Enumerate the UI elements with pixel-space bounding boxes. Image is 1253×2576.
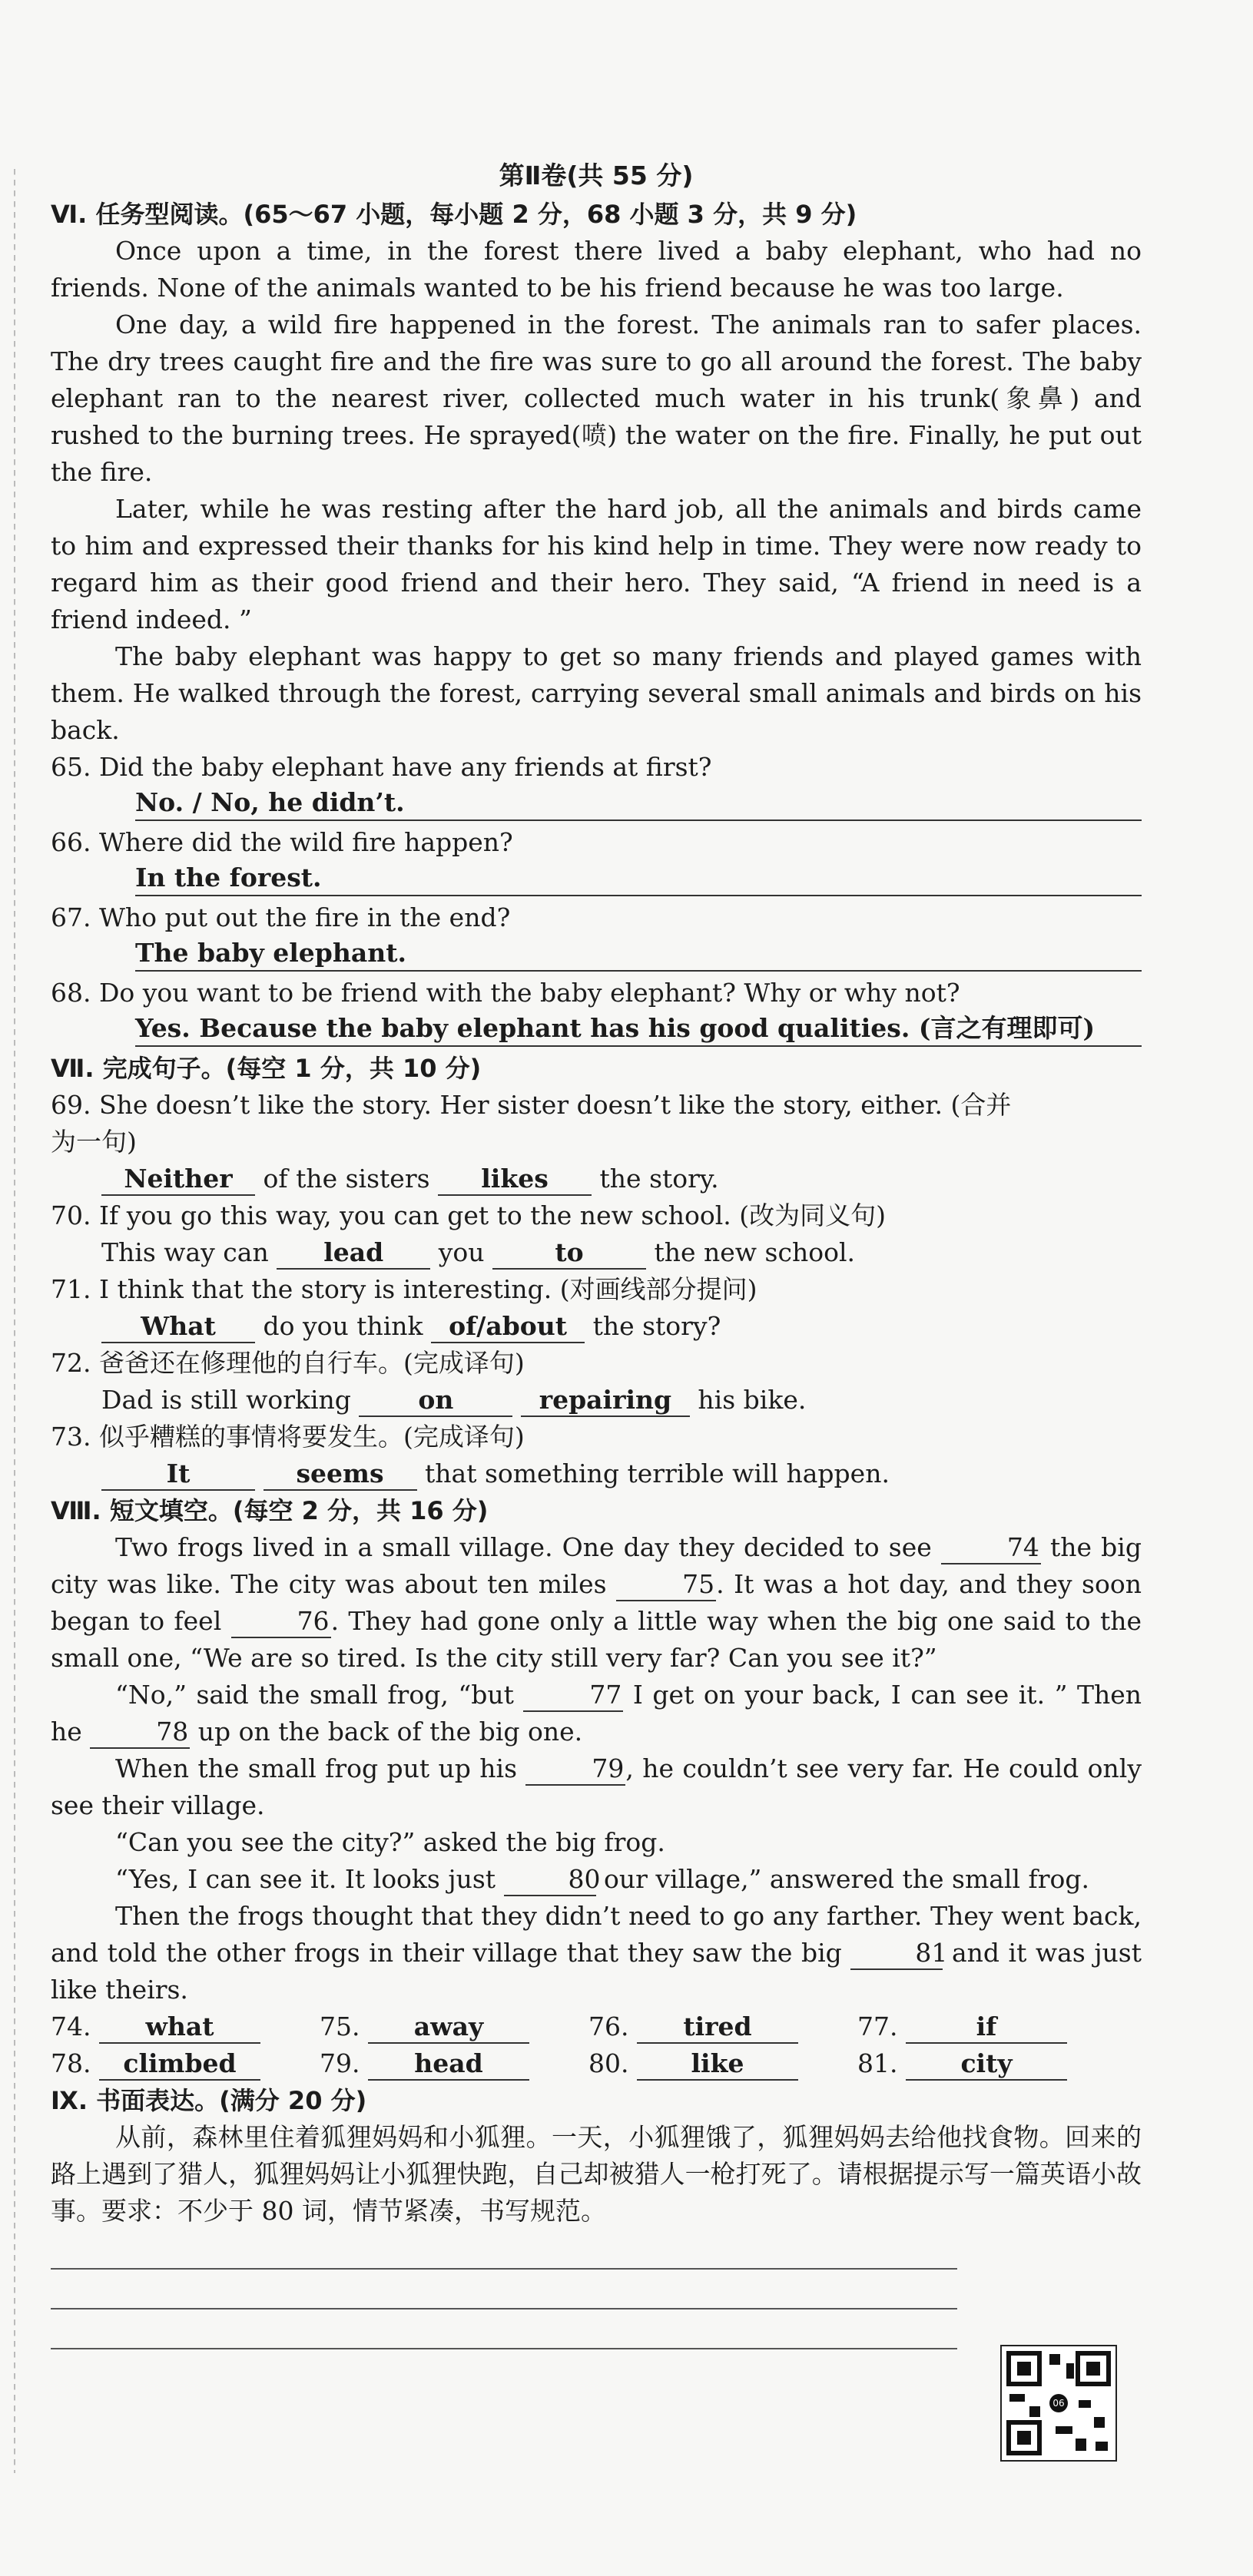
blank-70-1[interactable]: lead bbox=[277, 1237, 430, 1270]
qr-code-icon bbox=[1000, 2345, 1117, 2462]
writing-line[interactable] bbox=[51, 2308, 957, 2309]
text: I get on your back, I can see it. ” Then he bbox=[51, 1680, 1142, 1747]
text: do you think bbox=[263, 1311, 423, 1341]
blank-72-2[interactable]: repairing bbox=[521, 1385, 690, 1417]
blank-78[interactable]: 78 bbox=[90, 1717, 190, 1749]
text: of the sisters bbox=[263, 1164, 430, 1194]
blank-70-2[interactable]: to bbox=[492, 1237, 646, 1270]
question-70: 70. If you go this way, you can get to the new school. (改为同义句) bbox=[51, 1200, 887, 1230]
text: the big city was like. The city was about ten miles bbox=[51, 1532, 1142, 1599]
question-67: 67. Who put out the fire in the end? bbox=[51, 902, 511, 932]
writing-line[interactable] bbox=[51, 2268, 957, 2270]
answer-65[interactable]: No. / No, he didn’t. bbox=[135, 786, 1142, 821]
answer-cell bbox=[320, 2008, 588, 2045]
question-68: 68. Do you want to be friend with the baby elephant? Why or why not? bbox=[51, 978, 960, 1008]
answer-79[interactable]: head bbox=[368, 2048, 529, 2081]
blank-80[interactable]: 80 bbox=[504, 1864, 596, 1896]
text: our village,” answered the small frog. bbox=[604, 1864, 1089, 1894]
blank-73-1[interactable]: It bbox=[101, 1459, 255, 1491]
blank-79[interactable]: 79 bbox=[525, 1753, 625, 1786]
blank-73-2[interactable]: seems bbox=[264, 1459, 417, 1491]
question-73: 73. 似乎糟糕的事情将要发生。(完成译句) bbox=[51, 1422, 525, 1452]
blank-71-1[interactable]: What bbox=[101, 1311, 255, 1343]
answer-72-line bbox=[51, 1382, 1142, 1419]
answer-number: 74. bbox=[51, 2011, 91, 2041]
answer-cell bbox=[51, 2045, 320, 2082]
text: the new school. bbox=[654, 1237, 855, 1267]
text: . It was a hot day, and they soon began to feel bbox=[51, 1569, 1142, 1636]
blank-69-2[interactable]: likes bbox=[438, 1164, 592, 1196]
blank-71-2[interactable]: of/about bbox=[431, 1311, 585, 1343]
section-7-heading: Ⅶ. 完成句子。(每空 1 分，共 10 分) bbox=[51, 1054, 482, 1083]
writing-prompt: 从前，森林里住着狐狸妈妈和小狐狸。一天，小狐狸饿了，狐狸妈妈去给他找食物。回来的路上遇到了猎人，狐狸妈妈让小狐狸快跑，自己却被猎人一枪打死了。请根据提示写一篇英语小故事。要求：不少于 80 词，情节紧凑，书写规范。 bbox=[51, 2122, 1142, 2226]
writing-line[interactable] bbox=[51, 2348, 957, 2349]
text: and it was just like theirs. bbox=[51, 1938, 1142, 2005]
answer-number: 77. bbox=[857, 2011, 898, 2041]
blank-74[interactable]: 74 bbox=[941, 1532, 1041, 1564]
blank-81[interactable]: 81 bbox=[850, 1938, 943, 1970]
passage-paragraph: Once upon a time, in the forest there lived a baby elephant, who had no friends. None of the animals wanted to be his friend because he was too large. bbox=[51, 236, 1142, 303]
answer-75[interactable]: away bbox=[368, 2011, 529, 2044]
section-8-heading: Ⅷ. 短文填空。(每空 2 分，共 16 分) bbox=[51, 1496, 489, 1525]
answer-73-line bbox=[51, 1455, 1142, 1492]
text: “No,” said the small frog, “but bbox=[115, 1680, 514, 1710]
text: the story? bbox=[592, 1311, 721, 1341]
answer-cell bbox=[51, 2008, 320, 2045]
answer-grid bbox=[51, 2008, 1142, 2082]
question-71: 71. I think that the story is interesting. (对画线部分提问) bbox=[51, 1274, 757, 1304]
section-9-heading: Ⅸ. 书面表达。(满分 20 分) bbox=[51, 2086, 367, 2115]
passage-paragraph bbox=[51, 1861, 1142, 1898]
answer-81[interactable]: city bbox=[906, 2048, 1067, 2081]
passage-paragraph bbox=[51, 1750, 1142, 1824]
answer-number: 79. bbox=[320, 2048, 360, 2078]
passage-paragraph bbox=[51, 1529, 1142, 1677]
answer-cell bbox=[857, 2008, 1126, 2045]
answer-cell bbox=[857, 2045, 1126, 2082]
answer-78[interactable]: climbed bbox=[99, 2048, 260, 2081]
answer-70-line bbox=[51, 1234, 1142, 1271]
qr-label: 06 bbox=[1049, 2394, 1068, 2412]
answer-cell bbox=[320, 2045, 588, 2082]
passage-paragraph: One day, a wild fire happened in the forest. The animals ran to safer places. The dry trees caught fire and the fire was sure to go all around the forest. The baby elephant ran to the nearest river, collected much water in his trunk(象鼻) and rushed to the burning trees. He sprayed(喷) the water on the fire. Finally, he put out the fire. bbox=[51, 310, 1142, 487]
answer-69-line bbox=[51, 1161, 1142, 1197]
answer-80[interactable]: like bbox=[637, 2048, 798, 2081]
question-72: 72. 爸爸还在修理他的自行车。(完成译句) bbox=[51, 1348, 525, 1378]
answer-71-line bbox=[51, 1308, 1142, 1345]
answer-66[interactable]: In the forest. bbox=[135, 861, 1142, 896]
blank-72-1[interactable]: on bbox=[359, 1385, 512, 1417]
answer-67[interactable]: The baby elephant. bbox=[135, 936, 1142, 972]
blank-69-1[interactable]: Neither bbox=[101, 1164, 255, 1196]
passage-paragraph: “Can you see the city?” asked the big frog. bbox=[115, 1827, 665, 1857]
worksheet-content bbox=[51, 157, 1142, 2349]
answer-77[interactable]: if bbox=[906, 2011, 1067, 2044]
passage-paragraph: The baby elephant was happy to get so many friends and played games with them. He walked through the forest, carrying several small animals and birds on his back. bbox=[51, 641, 1142, 745]
passage-paragraph bbox=[51, 1898, 1142, 2008]
question-69: 69. She doesn’t like the story. Her sister doesn’t like the story, either. (合并 bbox=[51, 1090, 1012, 1120]
answer-number: 78. bbox=[51, 2048, 91, 2078]
text: , he couldn’t see very far. He could only see their village. bbox=[51, 1753, 1142, 1820]
answer-76[interactable]: tired bbox=[637, 2011, 798, 2044]
answer-number: 76. bbox=[588, 2011, 629, 2041]
answer-cell bbox=[588, 2008, 857, 2045]
passage-paragraph: Later, while he was resting after the hard job, all the animals and birds came to him and expressed their thanks for his kind help in time. They were now ready to regard him as their good friend and their hero. They said, “A friend in need is a friend indeed. ” bbox=[51, 494, 1142, 634]
answer-68[interactable]: Yes. Because the baby elephant has his good qualities. (言之有理即可) bbox=[135, 1012, 1142, 1047]
passage-paragraph bbox=[51, 1677, 1142, 1750]
question-65: 65. Did the baby elephant have any friends at first? bbox=[51, 752, 712, 782]
blank-77[interactable]: 77 bbox=[523, 1680, 623, 1712]
section-6-heading: Ⅵ. 任务型阅读。(65～67 小题，每小题 2 分，68 小题 3 分，共 9 分) bbox=[51, 200, 857, 229]
binding-line bbox=[14, 169, 15, 2473]
answer-number: 75. bbox=[320, 2011, 360, 2041]
text: the story. bbox=[599, 1164, 719, 1194]
answer-cell bbox=[588, 2045, 857, 2082]
text: Two frogs lived in a small village. One day they decided to see bbox=[115, 1532, 932, 1562]
answer-number: 80. bbox=[588, 2048, 629, 2078]
page-title: 第Ⅱ卷(共 55 分) bbox=[499, 161, 694, 190]
text: his bike. bbox=[698, 1385, 807, 1415]
text: Then the frogs thought that they didn’t need to go any farther. They went back, and told the other frogs in their village that they saw the big bbox=[51, 1901, 1142, 1968]
text: “Yes, I can see it. It looks just bbox=[115, 1864, 496, 1894]
question-66: 66. Where did the wild fire happen? bbox=[51, 827, 513, 857]
text: . They had gone only a little way when the big one said to the small one, “We are so tired. Is the city still very far? Can you see it?” bbox=[51, 1606, 1142, 1673]
text: up on the back of the big one. bbox=[197, 1717, 583, 1747]
text: that something terrible will happen. bbox=[425, 1459, 890, 1488]
text: you bbox=[438, 1237, 485, 1267]
answer-74[interactable]: what bbox=[99, 2011, 260, 2044]
answer-number: 81. bbox=[857, 2048, 898, 2078]
question-69-cont: 为一句) bbox=[51, 1127, 137, 1157]
blank-75[interactable]: 75 bbox=[616, 1569, 716, 1601]
text: This way can bbox=[101, 1237, 269, 1267]
text: Dad is still working bbox=[101, 1385, 351, 1415]
text: When the small frog put up his bbox=[115, 1753, 518, 1783]
blank-76[interactable]: 76 bbox=[231, 1606, 331, 1638]
